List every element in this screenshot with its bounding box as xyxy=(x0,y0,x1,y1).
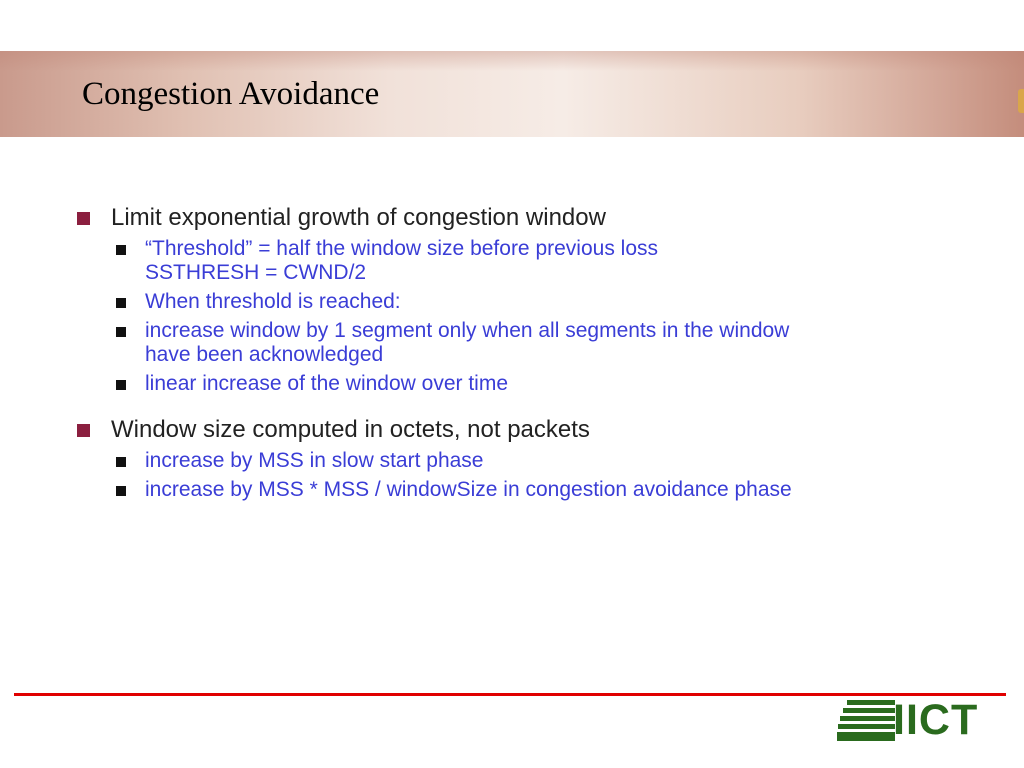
iict-logo xyxy=(837,698,1002,742)
subbullet-text: When threshold is reached: xyxy=(145,290,401,313)
subbullet-text: SSTHRESH = CWND/2 xyxy=(145,261,367,284)
subbullet-item xyxy=(111,449,954,473)
subbullet-item xyxy=(111,237,954,285)
subbullet-text: increase window by 1 segment only when all segments in the window xyxy=(145,319,790,342)
square-subbullet-icon xyxy=(116,380,126,390)
subbullet-text: linear increase of the window over time xyxy=(145,372,509,395)
square-subbullet-icon xyxy=(116,457,126,467)
subbullet-text: increase by MSS * MSS / windowSize in congestion avoidance phase xyxy=(145,478,792,501)
subbullet-text: have been acknowledged xyxy=(145,343,384,366)
subbullet-item xyxy=(111,290,954,314)
bullet-item xyxy=(74,203,954,396)
square-subbullet-icon xyxy=(116,327,126,337)
stripes-logo-icon xyxy=(837,698,895,742)
square-bullet-icon xyxy=(77,212,90,225)
subbullet-item xyxy=(111,319,954,367)
subbullet-text: “Threshold” = half the window size before previous loss xyxy=(145,237,659,260)
square-bullet-icon xyxy=(77,424,90,437)
bullet-item xyxy=(74,415,954,502)
subbullet-item xyxy=(111,372,954,396)
subbullet-item xyxy=(111,478,954,502)
footer-divider xyxy=(14,693,1006,696)
bullet-text: Window size computed in octets, not packets xyxy=(111,416,590,443)
square-subbullet-icon xyxy=(116,486,126,496)
subbullet-list xyxy=(111,237,954,396)
logo-text: IICT xyxy=(893,696,979,744)
square-subbullet-icon xyxy=(116,298,126,308)
bullet-text: Limit exponential growth of congestion window xyxy=(111,204,606,231)
page-title: Congestion Avoidance xyxy=(82,76,380,112)
subbullet-list xyxy=(111,449,954,502)
bullet-list xyxy=(74,203,954,502)
square-subbullet-icon xyxy=(116,245,126,255)
subbullet-text: increase by MSS in slow start phase xyxy=(145,449,484,472)
